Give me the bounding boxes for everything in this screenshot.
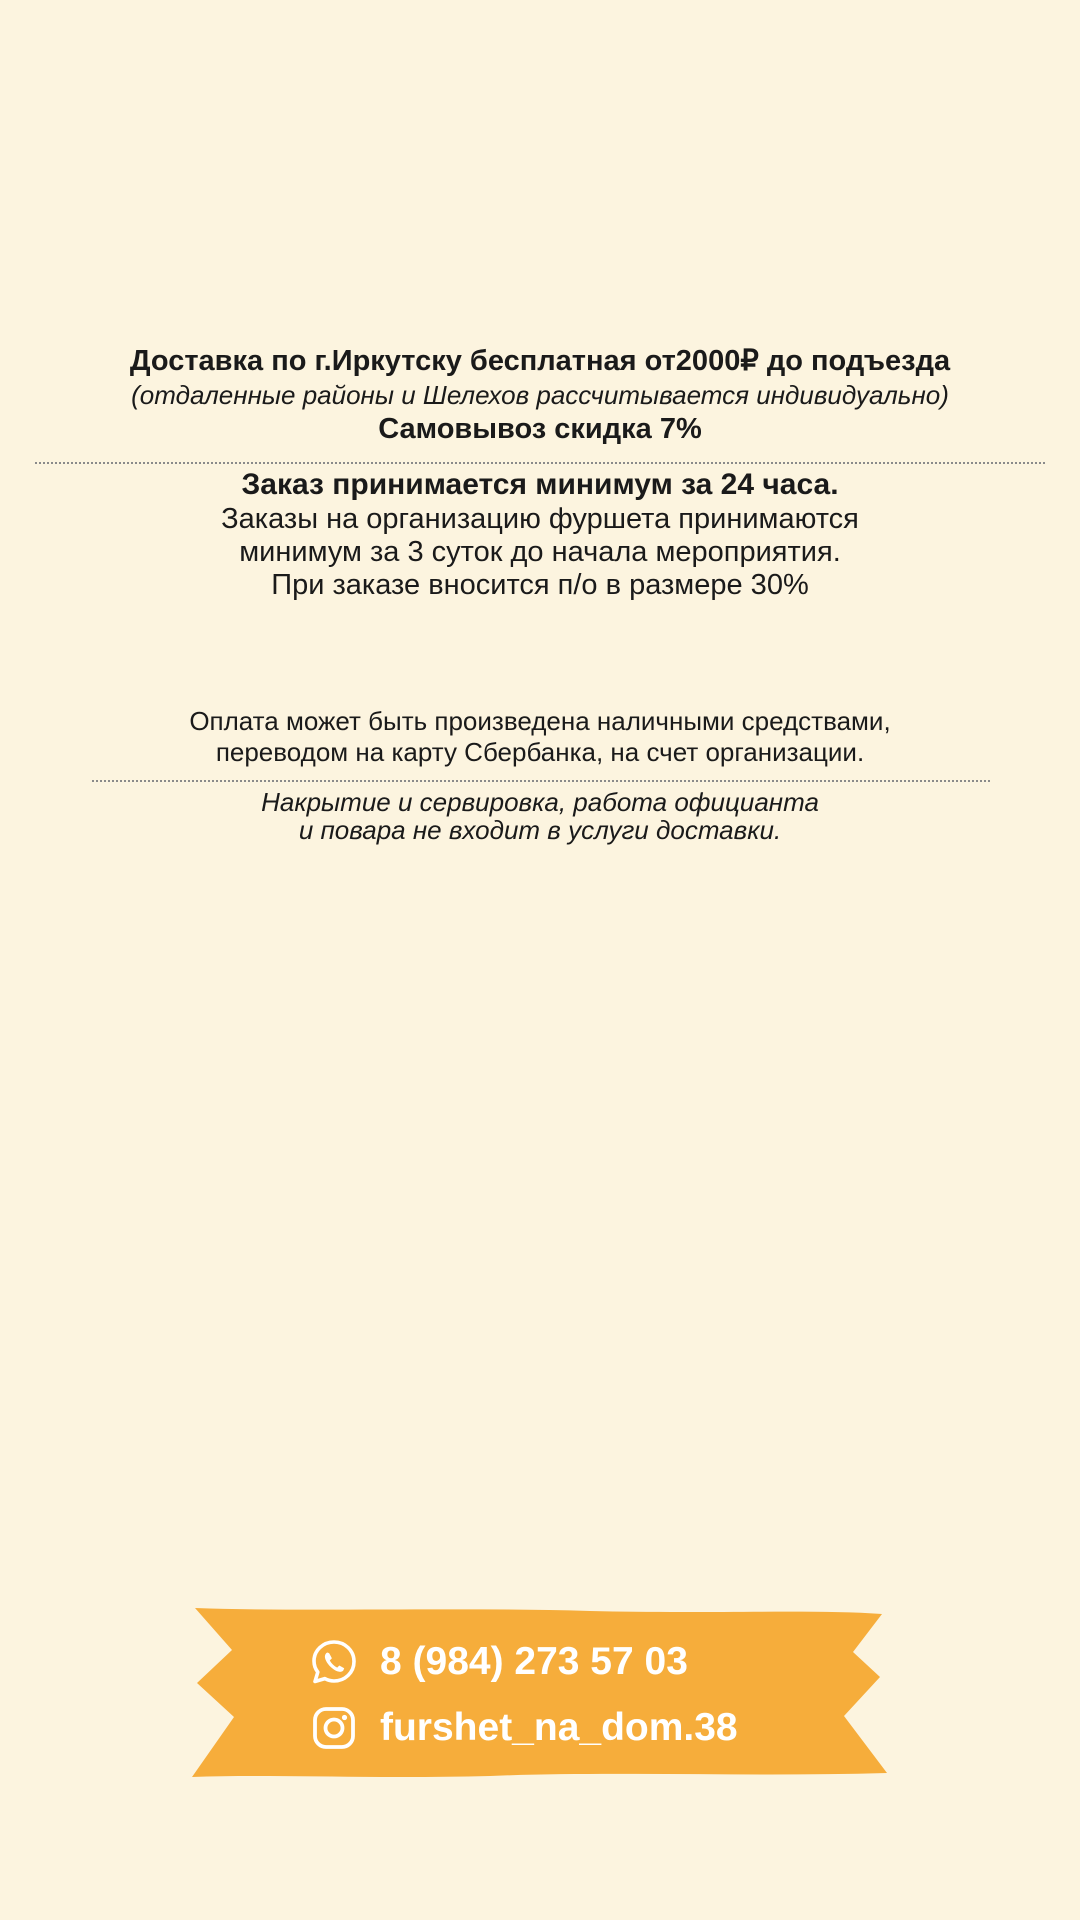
contact-banner bbox=[190, 1605, 890, 1780]
order-minimum-title: Заказ принимается минимум за 24 часа. bbox=[241, 468, 839, 501]
delivery-info bbox=[0, 343, 1080, 447]
order-info bbox=[0, 466, 1080, 602]
prepayment-text: При заказе вносится п/о в размере 30% bbox=[271, 569, 809, 601]
payment-text: Оплата может быть произведена наличными средствами, bbox=[189, 706, 891, 736]
instagram-handle[interactable]: furshet_na_dom.38 bbox=[380, 1706, 738, 1749]
service-note-text: Накрытие и сервировка, работа официанта bbox=[261, 787, 819, 817]
whatsapp-icon bbox=[310, 1638, 358, 1686]
ribbon-shape bbox=[190, 1605, 890, 1780]
service-note bbox=[0, 788, 1080, 844]
divider bbox=[35, 462, 1045, 464]
delivery-note: (отдаленные районы и Шелехов рассчитывается индивидуально) bbox=[131, 380, 949, 410]
payment-text: переводом на карту Сбербанка, на счет организации. bbox=[215, 737, 865, 767]
phone-contact[interactable] bbox=[310, 1638, 688, 1686]
order-buffet-text: Заказы на организацию фуршета принимаются bbox=[221, 503, 859, 535]
instagram-contact[interactable] bbox=[310, 1704, 738, 1752]
divider bbox=[92, 780, 990, 782]
order-buffet-text: минимум за 3 суток до начала мероприятия. bbox=[239, 536, 841, 568]
instagram-icon bbox=[310, 1704, 358, 1752]
phone-number[interactable]: 8 (984) 273 57 03 bbox=[380, 1640, 688, 1683]
pickup-discount: Самовывоз скидка 7% bbox=[378, 413, 702, 445]
delivery-title: Доставка по г.Иркутску бесплатная от2000₽ до подъезда bbox=[129, 345, 951, 377]
service-note-text: и повара не входит в услуги доставки. bbox=[298, 815, 782, 845]
payment-info bbox=[0, 706, 1080, 768]
